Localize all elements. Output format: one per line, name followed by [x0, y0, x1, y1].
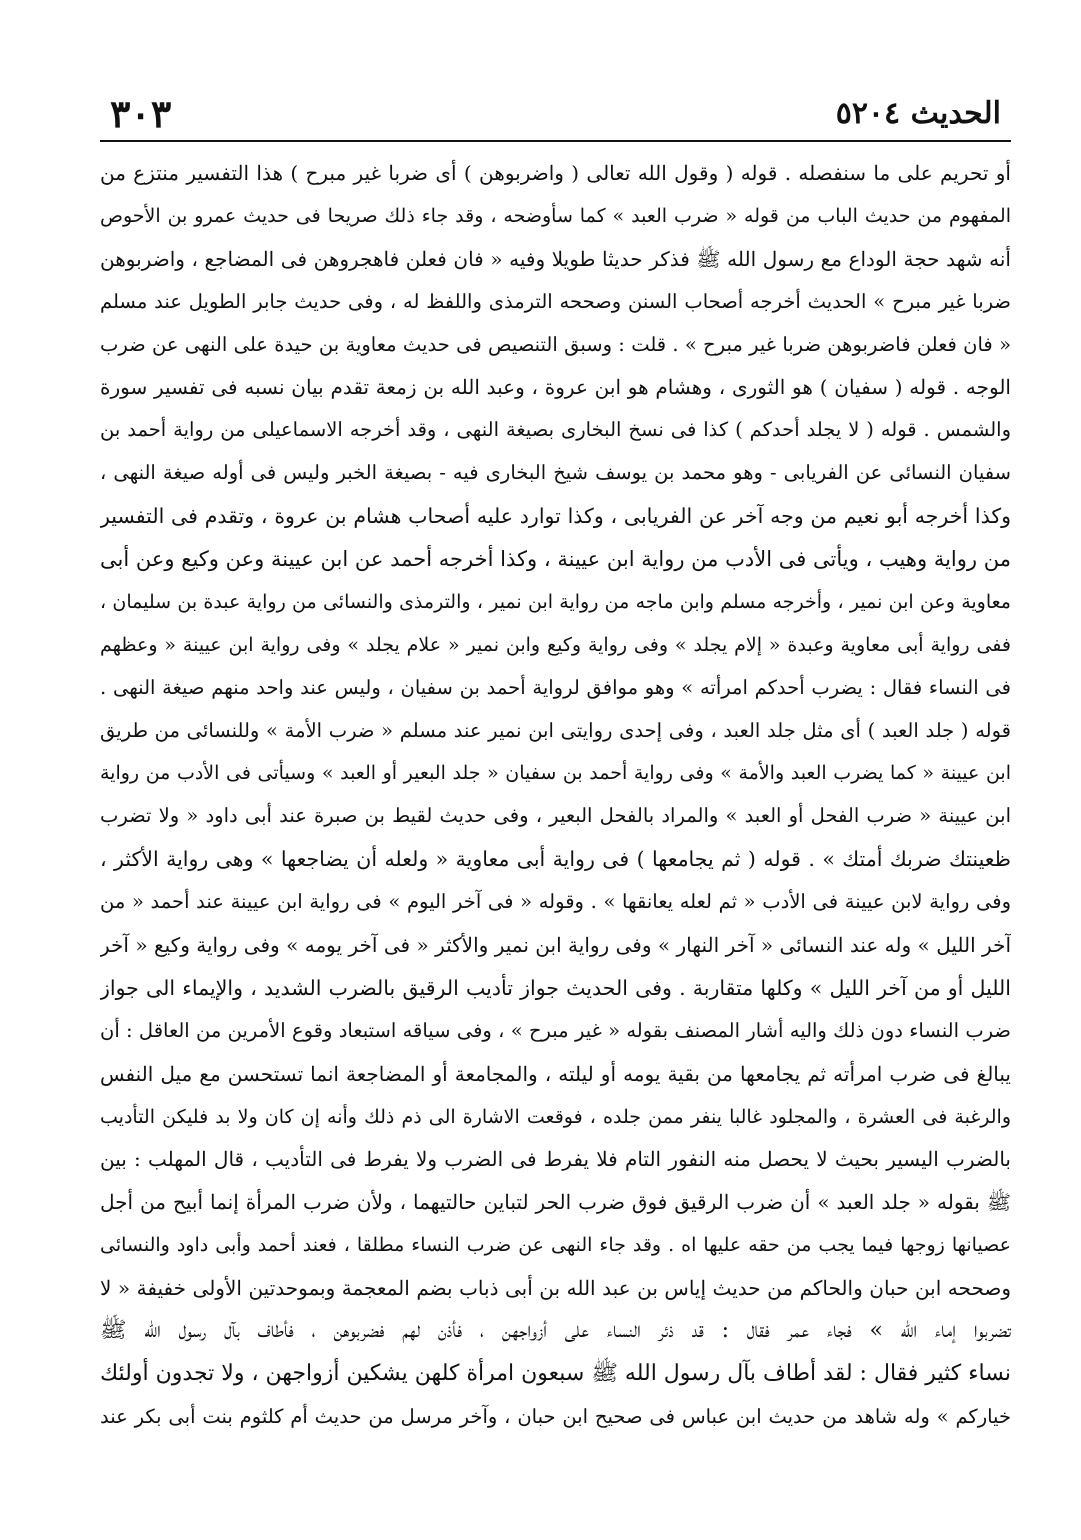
text-line: أو تحريم على ما سنفصله . قوله ( وقول الله تعالى ( واضربوهن ) أى ضربا غير مبرح ) هذا التفسير منتزع من [100, 161, 1011, 185]
text-line: معاوية وعن ابن نمير ، وأخرجه مسلم وابن ماجه من رواية ابن نمير ، والترمذى والنسائى من رواية عبدة بن سليمان ، [100, 590, 1011, 613]
text-line: سفيان النسائى عن الفريابى - وهو محمد بن يوسف شيخ البخارى فيه - بصيغة الخبر وليس فى أوله صيغة النهى ، [100, 461, 1011, 485]
text-line: عصيانها زوجها فيما يجب من حقه عليها اه . وقد جاء النهى عن ضرب النساء مطلقا ، فعند أحمد وأبى داود والنسائى [100, 1234, 1011, 1257]
text-line: ﷺ بقوله « جلد العبد » أن ضرب الرقيق فوق ضرب الحر لتباين حالتيهما ، ولأن ضرب المرأة إنما أبيح من أجل [100, 1190, 1011, 1215]
text-line: تضربوا إماء الله » فجاء عمر فقال : قد ذئر النساء على أزواجهن ، فأذن لهم فضربوهن ، فأطاف بآل رسول الله ﷺ [100, 1318, 1011, 1344]
page-number: ٣٠٣ [110, 90, 172, 136]
text-line: نساء كثير فقال : لقد أطاف بآل رسول الله ﷺ سبعون امرأة كلهن يشكين أزواجهن ، ولا تجدون أولئك [100, 1360, 1011, 1386]
text-line: وكذا أخرجه أبو نعيم من وجه آخر عن الفريابى ، وكذا توارد عليه أصحاب هشام بن عروة ، وتقدم فى التفسير [100, 504, 1011, 529]
text-line: ضربا غير مبرح » الحديث أخرجه أصحاب السنن وصححه الترمذى واللفظ له ، وفى حديث جابر الطويل عند مسلم [100, 289, 1011, 313]
text-line: والرغبة فى العشرة ، والمجلود غالبا ينفر ممن جلده ، فوقعت الاشارة الى ذم ذلك وأنه إن كان ولا بد فليكن التأديب [100, 1105, 1011, 1128]
text-line: المفهوم من حديث الباب من قوله « ضرب العبد » كما سأوضحه ، وقد جاء ذلك صريحا فى حديث عمرو بن الأحوص [100, 204, 1011, 227]
text-line: خياركم » وله شاهد من حديث ابن عباس فى صحيح ابن حبان ، وآخر مرسل من حديث أم كلثوم بنت أبى بكر عند [100, 1404, 1011, 1428]
running-header [110, 88, 1001, 138]
text-line: يبالغ فى ضرب امرأته ثم يجامعها من بقية يومه أو ليلته ، والمجامعة أو المضاجعة انما تستحسن مع ميل النفس [100, 1061, 1011, 1086]
text-line: بالضرب اليسير بحيث لا يحصل منه النفور التام فلا يفرط فى الضرب ولا يفرط فى التأديب ، قال المهلب : بين [100, 1147, 1011, 1172]
text-line: وفى رواية لابن عيينة فى الأدب « ثم لعله يعانقها » . وقوله « فى آخر اليوم » فى رواية ابن عيينة عند أحمد « من [100, 890, 1011, 914]
text-line: الوجه . قوله ( سفيان ) هو الثورى ، وهشام هو ابن عروة ، وعبد الله بن زمعة تقدم بيان نسبه فى تفسير سورة [100, 375, 1011, 400]
commentary-text [100, 152, 1011, 1439]
header-rule [100, 140, 1011, 142]
text-line: الليل أو من آخر الليل » وكلها متقاربة . وفى الحديث جواز تأديب الرقيق بالضرب الشديد ، والإيماء الى جواز [100, 975, 1011, 1000]
text-line: آخر الليل » وله عند النسائى « آخر النهار » وفى رواية ابن نمير والأكثر « فى آخر يومه » وفى رواية وكيع « آخر [100, 933, 1011, 958]
text-line: ابن عيينة « ضرب الفحل أو العبد » والمراد بالفحل البعير ، وفى حديث لقيط بن صبرة عند أبى داود « ولا تضرب [100, 804, 1011, 828]
text-line: ظعينتك ضربك أمتك » . قوله ( ثم يجامعها ) فى رواية أبى معاوية « ولعله أن يضاجعها » وهى رواية الأكثر ، [100, 847, 1011, 872]
text-line: ابن عيينة « كما يضرب العبد والأمة » وفى رواية أحمد بن سفيان « جلد البعير أو العبد » وسيأتى فى الأدب من رواية [100, 762, 1011, 785]
text-line: وصححه ابن حبان والحاكم من حديث إياس بن عبد الله بن أبى ذباب بضم المعجمة وبموحدتين الأولى خفيفة « لا [100, 1276, 1011, 1301]
text-line: قوله ( جلد العبد ) أى مثل جلد العبد ، وفى إحدى روايتى ابن نمير عند مسلم « ضرب الأمة » وللنسائى من طريق [100, 718, 1011, 742]
text-line: فى النساء فقال : يضرب أحدكم امرأته » وهو موافق لرواية أحمد بن سفيان ، وليس عند واحد منهم صيغة النهى . [100, 675, 1011, 699]
text-line: من رواية وهيب ، ويأتى فى الأدب من رواية ابن عيينة ، وكذا أخرجه أحمد عن ابن عيينة وعن وكيع وعن أبى [100, 547, 1011, 572]
text-line: والشمس . قوله ( لا يجلد أحدكم ) كذا فى نسخ البخارى بصيغة النهى ، وقد أخرجه الاسماعيلى من رواية أحمد بن [100, 418, 1011, 442]
text-line: ففى رواية أبى معاوية وعبدة « إلام يجلد » وفى رواية وكيع وابن نمير « علام يجلد » وفى رواية ابن عيينة « وعظهم [100, 633, 1011, 656]
text-line: « فان فعلن فاضربوهن ضربا غير مبرح » . قلت : وسبق التنصيص فى حديث معاوية بن حيدة على النهى عن ضرب [100, 332, 1011, 356]
text-line: ضرب النساء دون ذلك واليه أشار المصنف بقوله « غير مبرح » ، وفى سياقه استبعاد وقوع الأمرين من العاقل : أن [100, 1018, 1011, 1042]
text-line: أنه شهد حجة الوداع مع رسول الله ﷺ فذكر حديثا طويلا وفيه « فان فعلن فاهجروهن فى المضاجع ، واضربوهن [100, 246, 1011, 271]
header-title: الحديث ٥٢٠٤ [835, 95, 1001, 131]
